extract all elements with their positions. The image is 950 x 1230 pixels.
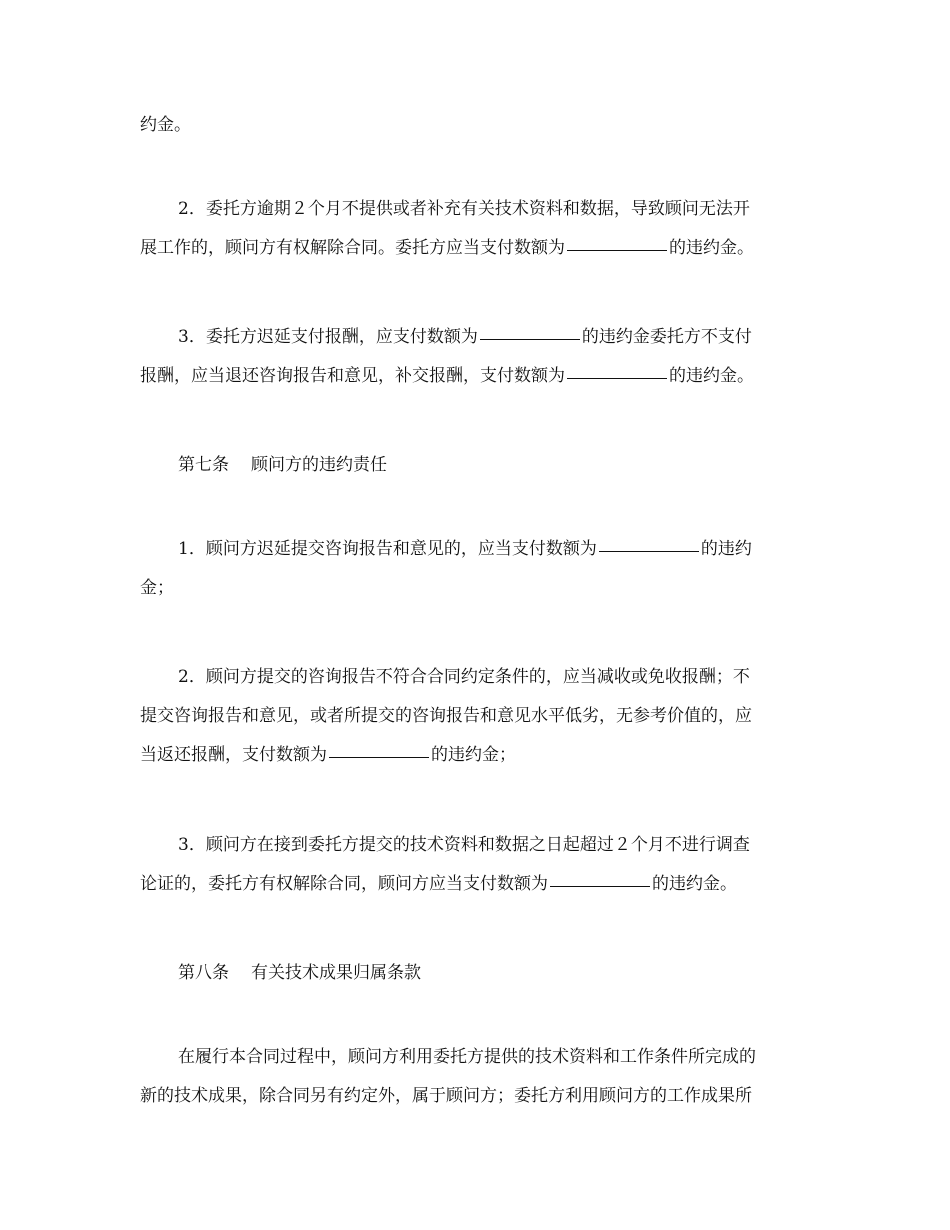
text-segment: 的违约金委托方不支付 [581, 327, 752, 347]
clause-7-1 [140, 530, 815, 608]
text-line: 2．顾问方提交的咨询报告不符合合同约定条件的，应当减收或免收报酬；不 [178, 667, 750, 687]
paragraph-continuation [140, 106, 815, 145]
text-segment: 1．顾问方迟延提交咨询报告和意见的，应当支付数额为 [178, 539, 597, 559]
article-title: 顾问方的违约责任 [251, 455, 387, 475]
fill-in-blank[interactable] [480, 338, 580, 340]
article-7-heading [140, 446, 815, 485]
text-segment: 报酬，应当退还咨询报告和意见，补交报酬，支付数额为 [140, 366, 565, 386]
article-8-heading [140, 954, 815, 993]
text-line [140, 736, 815, 775]
text-segment: 论证的，委托方有权解除合同，顾问方应当支付数额为 [140, 874, 548, 894]
text-segment: 当返还报酬，支付数额为 [140, 745, 327, 765]
clause-7-2 [140, 658, 815, 775]
text-line: 金； [140, 578, 174, 598]
clause-6-2 [140, 190, 815, 268]
text-line [140, 357, 815, 396]
text-segment: 展工作的，顾问方有权解除合同。委托方应当支付数额为 [140, 238, 565, 258]
article-number: 第八条 [178, 963, 229, 983]
text-line [140, 530, 815, 569]
text-line: 提交咨询报告和意见，或者所提交的咨询报告和意见水平低劣，无参考价值的，应 [140, 706, 752, 726]
fill-in-blank[interactable] [567, 249, 667, 251]
fill-in-blank[interactable] [599, 550, 699, 552]
fill-in-blank[interactable] [329, 756, 429, 758]
text-line: 3．顾问方在接到委托方提交的技术资料和数据之日起超过２个月不进行调查 [178, 835, 750, 855]
article-title: 有关技术成果归属条款 [251, 963, 421, 983]
text-line: 新的技术成果，除合同另有约定外，属于顾问方；委托方利用顾问方的工作成果所 [140, 1086, 752, 1106]
text-line: 2．委托方逾期２个月不提供或者补充有关技术资料和数据，导致顾问无法开 [178, 199, 750, 219]
article-number: 第七条 [178, 455, 229, 475]
text-line [140, 318, 815, 357]
text-line [140, 865, 815, 904]
text-segment: 的违约金； [431, 745, 516, 765]
text-segment: 的违约金。 [652, 874, 737, 894]
fill-in-blank[interactable] [567, 377, 667, 379]
text-segment: 3．委托方迟延支付报酬，应支付数额为 [178, 327, 478, 347]
clause-8-body [140, 1038, 815, 1116]
text-segment: 的违约 [700, 539, 752, 559]
clause-6-3 [140, 318, 815, 396]
fill-in-blank[interactable] [550, 885, 650, 887]
text-line [140, 954, 815, 993]
text-line: 约金。 [140, 115, 191, 135]
text-segment: 的违约金。 [669, 366, 754, 386]
text-segment: 的违约金。 [669, 238, 754, 258]
clause-7-3 [140, 826, 815, 904]
text-line [140, 229, 815, 268]
text-line [140, 446, 815, 485]
text-line: 在履行本合同过程中，顾问方利用委托方提供的技术资料和工作条件所完成的 [178, 1047, 756, 1067]
